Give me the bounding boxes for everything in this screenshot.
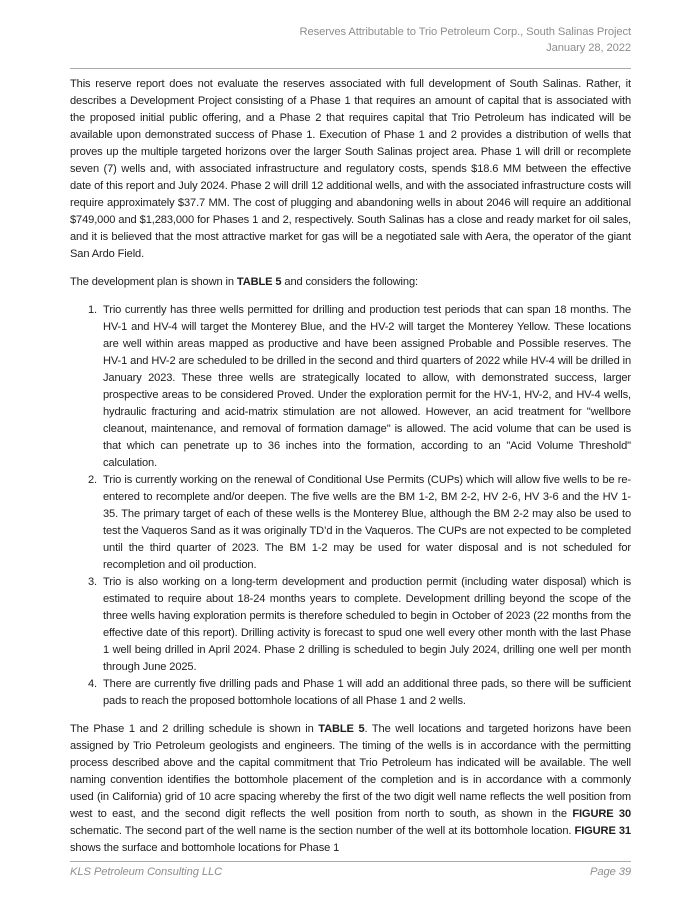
list-item-text: Trio is also working on a long-term development and production permit (including water disposal) which is estimated to require about 18-24 months years to complete. Development drilling beyond the scope of the three wells having exploration permits is therefore scheduled to begin in October of 2023 (22 months from the effective date of this report). Drilling activity is forecast to spud one well every other month with the last Phase 1 well being drilled in April 2024. Phase 2 drilling is scheduled to begin July 2024, drilling one well per month through June 2025.	[103, 576, 631, 673]
footer-company-name: KLS Petroleum Consulting LLC	[70, 866, 223, 878]
paragraph-overview: This reserve report does not evaluate the reserves associated with full development of South Salinas. Rather, it describes a Development Project consisting of a Phase 1 that requires an amount of capital that is associated with the proposed initial public offering, and a Phase 2 that requires capital that Trio Petroleum has indicated will be available upon demonstrated success of Phase 1. Execution of Phase 1 and 2 provides a distribution of wells that proves up the multiple targeted horizons over the larger South Salinas project area. Phase 1 will drill or recomplete seven (7) wells and, with associated infrastructure and regulatory costs, spends $18.6 MM between the effective date of this report and July 2024. Phase 2 will drill 12 additional wells, and with the associated infrastructure costs will require approximately $37.7 MM. The cost of plugging and abandoning wells in about 2046 will require an additional $749,000 and $1,283,000 for Phases 1 and 2, respectively. South Salinas has a close and ready market for oil sales, and it is believed that the most attractive market for gas will be a negotiated sale with Aera, the operator of the giant San Ardo Field.	[70, 78, 631, 260]
list-item-text: Trio currently has three wells permitted for drilling and production test periods that can span 18 months. The HV-1 and HV-4 will target the Monterey Blue, and the HV-2 will target the Monterey Yellow. These locations are well within areas mapped as productive and have been assigned Probable and Possible reserves. The HV-1 and HV-2 are scheduled to be drilled in the second and third quarters of 2022 while HV-4 will be drilled in January 2023. These three wells are strategically located to allow, with demonstrated success, larger prospective areas to be considered Proved. Under the exploration permit for the HV-1, HV-2, and HV-4 wells, hydraulic fracturing and acid-matrix stimulation are not allowed. However, an acid treatment for "wellbore cleanout, maintenance, and removal of formation damage" is allowed. The acid volume that can be used is that which can penetrate up to 36 inches into the formation, according to an "Acid Volume Threshold" calculation.	[103, 304, 631, 469]
paragraph-development-plan-intro: The development plan is shown in TABLE 5 and considers the following:	[70, 276, 418, 288]
list-item-text: Trio is currently working on the renewal of Conditional Use Permits (CUPs) which will allow five wells to be re-entered to recomplete and/or deepen. The five wells are the BM 1-2, BM 2-2, HV 2-6, HV 3-6 and the HV 1-35. The primary target of each of these wells is the Monterey Blue, although the BM 2-2 may also be used to test the Vaqueros Sand as it was originally TD’d in the Vaqueros. The CUPs are not expected to be completed until the third quarter of 2023. The BM 1-2 may be used for water disposal and is not scheduled for recompletion and oil production.	[103, 474, 631, 571]
list-item-text: There are currently five drilling pads and Phase 1 will add an additional three pads, so there will be sufficient pads to reach the proposed bottomhole locations of all Phase 1 and 2 wells.	[103, 678, 631, 707]
page-footer	[70, 866, 631, 878]
development-plan-list	[70, 302, 631, 710]
header-report-date: January 28, 2022	[546, 42, 631, 54]
list-item-number: 3.	[88, 576, 98, 588]
list-item	[70, 574, 631, 676]
header-report-title: Reserves Attributable to Trio Petroleum Corp., South Salinas Project	[299, 26, 631, 38]
list-item-number: 1.	[88, 304, 98, 316]
document-body	[70, 76, 631, 857]
list-item	[70, 472, 631, 574]
list-item-number: 2.	[88, 474, 98, 486]
footer-divider	[70, 861, 631, 862]
page-header	[70, 24, 631, 56]
list-item-number: 4.	[88, 678, 98, 690]
footer-page-number: Page 39	[590, 866, 631, 878]
list-item	[70, 676, 631, 710]
paragraph-drilling-schedule: The Phase 1 and 2 drilling schedule is shown in TABLE 5. The well locations and targeted horizons have been assigned by Trio Petroleum geologists and engineers. The timing of the wells is in accordance with the permitting process described above and the capital commitment that Trio Petroleum has indicated will be available. The well naming convention identifies the bottomhole placement of the completion and is in accordance with a commonly used (in California) grid of 10 acre spacing whereby the first of the two digit well name reflects the well position from west to east, and the second digit reflects the well position from north to south, as shown in the FIGURE 30 schematic. The second part of the well name is the section number of the well at its bottomhole location. FIGURE 31 shows the surface and bottomhole locations for Phase 1	[70, 723, 631, 854]
list-item	[70, 302, 631, 472]
header-divider	[70, 68, 631, 69]
